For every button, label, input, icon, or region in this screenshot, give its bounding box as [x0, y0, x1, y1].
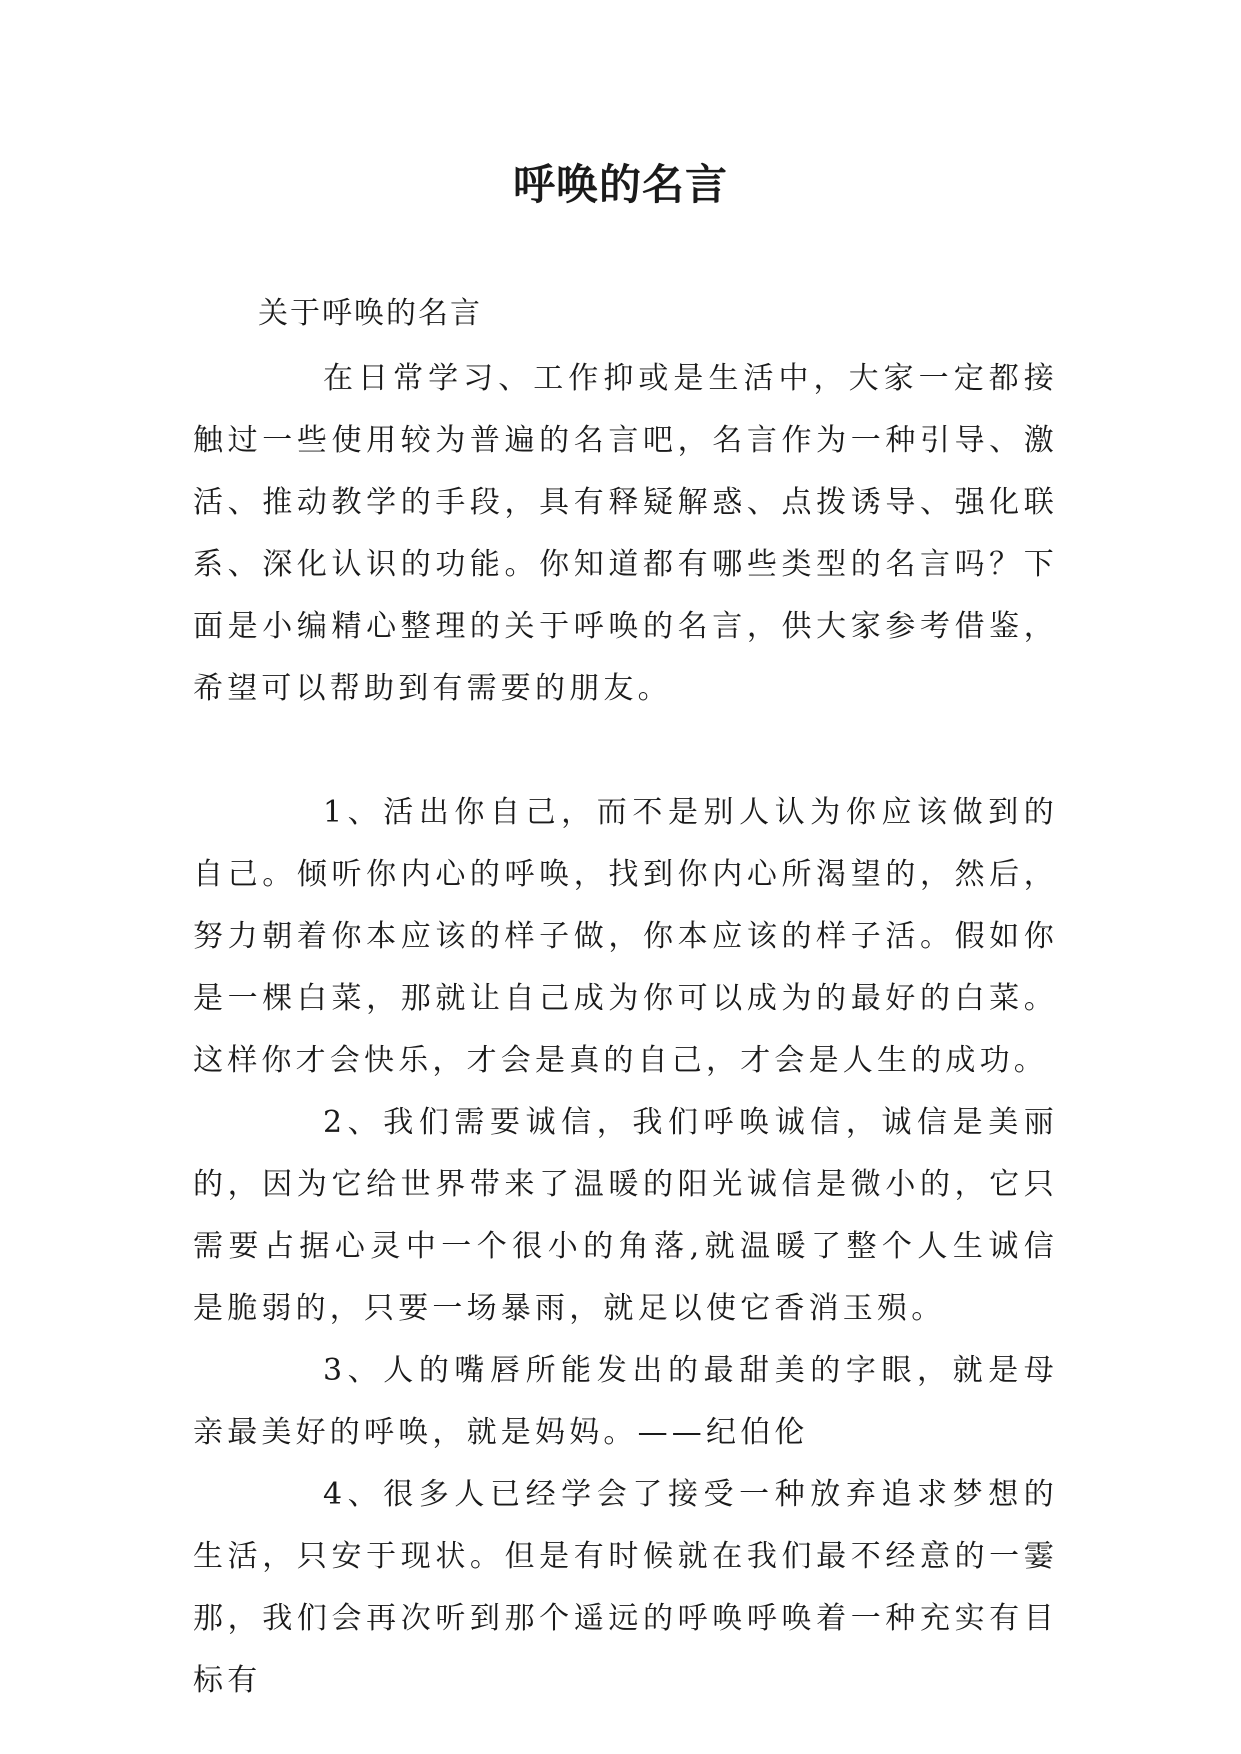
quote-paragraph-2: 2、我们需要诚信，我们呼唤诚信，诚信是美丽的，因为它给世界带来了温暖的阳光诚信是微小的，它只需要占据心灵中一个很小的角落,就温暖了整个人生诚信是脆弱的，只要一场暴雨，就足以使它香消玉殒。 [193, 1105, 1058, 1326]
document-subtitle: 关于呼唤的名言 [258, 296, 482, 331]
quote-paragraph-1: 1、活出你自己，而不是别人认为你应该做到的自己。倾听你内心的呼唤，找到你内心所渴望的，然后，努力朝着你本应该的样子做，你本应该的样子活。假如你是一棵白菜，那就让自己成为你可以成为的最好的白菜。这样你才会快乐，才会是真的自己，才会是人生的成功。 [193, 795, 1058, 1078]
quote-paragraph-4: 4、很多人已经学会了接受一种放弃追求梦想的生活，只安于现状。但是有时候就在我们最不经意的一霎那，我们会再次听到那个遥远的呼唤呼唤着一种充实有目标有 [193, 1477, 1058, 1698]
document-body [193, 348, 1058, 1712]
intro-paragraph: 在日常学习、工作抑或是生活中，大家一定都接触过一些使用较为普遍的名言吧，名言作为一种引导、激活、推动教学的手段，具有释疑解惑、点拨诱导、强化联系、深化认识的功能。你知道都有哪些类型的名言吗？下面是小编精心整理的关于呼唤的名言，供大家参考借鉴，希望可以帮助到有需要的朋友。 [193, 361, 1058, 706]
document-title: 呼唤的名言 [512, 160, 728, 209]
quote-paragraph-3: 3、人的嘴唇所能发出的最甜美的字眼，就是母亲最美好的呼唤，就是妈妈。——纪伯伦 [193, 1353, 1058, 1450]
